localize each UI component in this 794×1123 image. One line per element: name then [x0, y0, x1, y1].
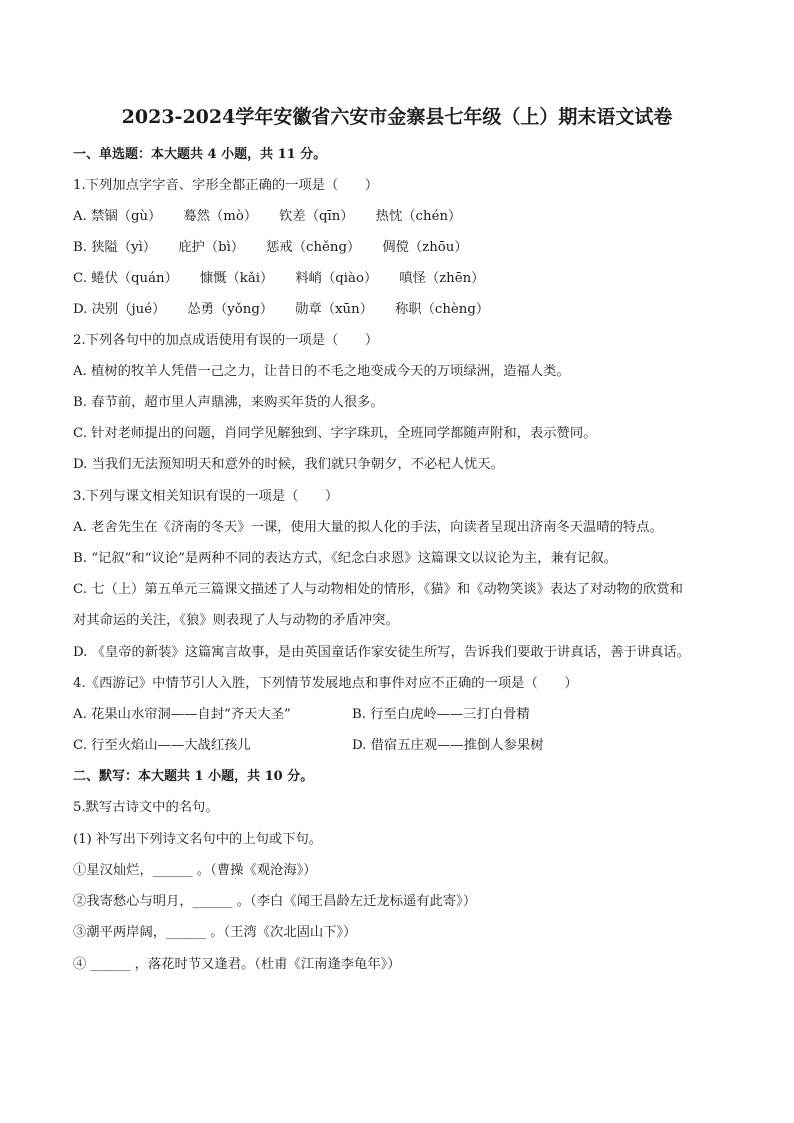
question-5-sub1: (1) 补写出下列诗文名句中的上句或下句。 [73, 832, 323, 847]
question-2-option-a: A. 植树的牧羊人凭借一己之力，让昔日的不毛之地变成今天的万顷绿洲，造福人类。 [73, 364, 570, 379]
option-part: B. 狭隘（yì） [73, 240, 157, 255]
option-part: 勋章（xūn） [295, 302, 373, 317]
option-part: D. 决别（jué） [73, 302, 166, 317]
option-part: 称职（chèng） [395, 302, 490, 317]
question-2-stem: 2.下列各句中的加点成语使用有误的一项是（ ） [73, 333, 379, 348]
question-4-option-d: D. 借宿五庄观——推倒人参果树 [352, 738, 544, 753]
option-part: C. 蜷伏（quán） [73, 271, 178, 286]
exam-title: 2023-2024学年安徽省六安市金寨县七年级（上）期末语文试卷 [121, 106, 673, 128]
option-part: A. 禁锢（gù） [73, 209, 162, 224]
question-3-stem: 3.下列与课文相关知识有误的一项是（ ） [73, 489, 339, 504]
option-part: 惩戒（chěng） [266, 240, 361, 255]
option-part: 倜傥（zhōu） [382, 240, 468, 255]
question-5-line-2: ②我寄愁心与明月，______ 。（李白《闻王昌龄左迁龙标遥有此寄》） [73, 894, 477, 909]
question-5-stem: 5.默写古诗文中的名句。 [73, 800, 219, 815]
option-part: 蓦然（mò） [183, 209, 258, 224]
question-3-option-c-line2: 对其命运的关注，《狼》则表现了人与动物的矛盾冲突。 [73, 613, 399, 628]
question-4-stem: 4.《西游记》中情节引人入胜，下列情节发展地点和事件对应不正确的一项是（ ） [73, 676, 578, 691]
question-5-line-4: ④ ______ ，落花时节又逢君。（杜甫《江南逢李龟年》） [73, 957, 401, 972]
option-part: 热忱（chén） [375, 209, 462, 224]
question-1-option-b [73, 238, 468, 258]
question-4-option-b: B. 行至白虎岭——三打白骨精 [352, 707, 530, 722]
question-1-option-d [73, 300, 489, 320]
question-1-stem: 1.下列加点字字音、字形全都正确的一项是（ ） [73, 178, 379, 193]
question-2-option-c: C. 针对老师提出的问题，肖同学见解独到、字字珠玑，全班同学都随声附和，表示赞同。 [73, 426, 597, 441]
question-4-option-c: C. 行至火焰山——大战红孩儿 [73, 738, 251, 753]
option-part: 怂勇（yǒng） [187, 302, 274, 317]
section-heading-2: 二、默写：本大题共 1 小题，共 10 分。 [73, 769, 314, 784]
question-5-line-3: ③潮平两岸阔，______ 。（王湾《次北固山下》） [73, 925, 357, 940]
question-4-option-a: A. 花果山水帘洞——自封“齐天大圣” [73, 707, 291, 722]
question-2-option-b: B. 春节前，超市里人声鼎沸，来购买年货的人很多。 [73, 395, 384, 410]
question-3-option-b: B. “记叙”和“议论”是两种不同的表达方式，《纪念白求恩》这篇课文以议论为主，兼有记叙。 [73, 551, 618, 566]
option-part: 庇护（bì） [178, 240, 245, 255]
option-part: 钦差（qīn） [279, 209, 354, 224]
question-3-option-d: D. 《皇帝的新装》这篇寓言故事，是由英国童话作家安徒生所写，告诉我们要敢于讲真话，善于讲真话。 [73, 645, 690, 660]
section-heading-1: 一、单选题：本大题共 4 小题，共 11 分。 [73, 147, 327, 162]
question-5-line-1: ①星汉灿烂，______ 。（曹操《观沧海》） [73, 863, 317, 878]
option-part: 料峭（qiào） [295, 271, 378, 286]
question-1-option-c [73, 269, 484, 289]
question-1-option-a [73, 207, 461, 227]
option-part: 嗔怪（zhēn） [399, 271, 485, 286]
question-2-option-d: D. 当我们无法预知明天和意外的时候，我们就只争朝夕，不必杞人忧天。 [73, 457, 504, 472]
question-3-option-c-line1: C. 七（上）第五单元三篇课文描述了人与动物相处的情形，《猫》和《动物笑谈》表达了对动物的欣赏和 [73, 582, 683, 597]
question-3-option-a: A. 老舍先生在《济南的冬天》一课，使用大量的拟人化的手法，向读者呈现出济南冬天温晴的特点。 [73, 520, 663, 535]
option-part: 慷慨（kǎi） [199, 271, 274, 286]
